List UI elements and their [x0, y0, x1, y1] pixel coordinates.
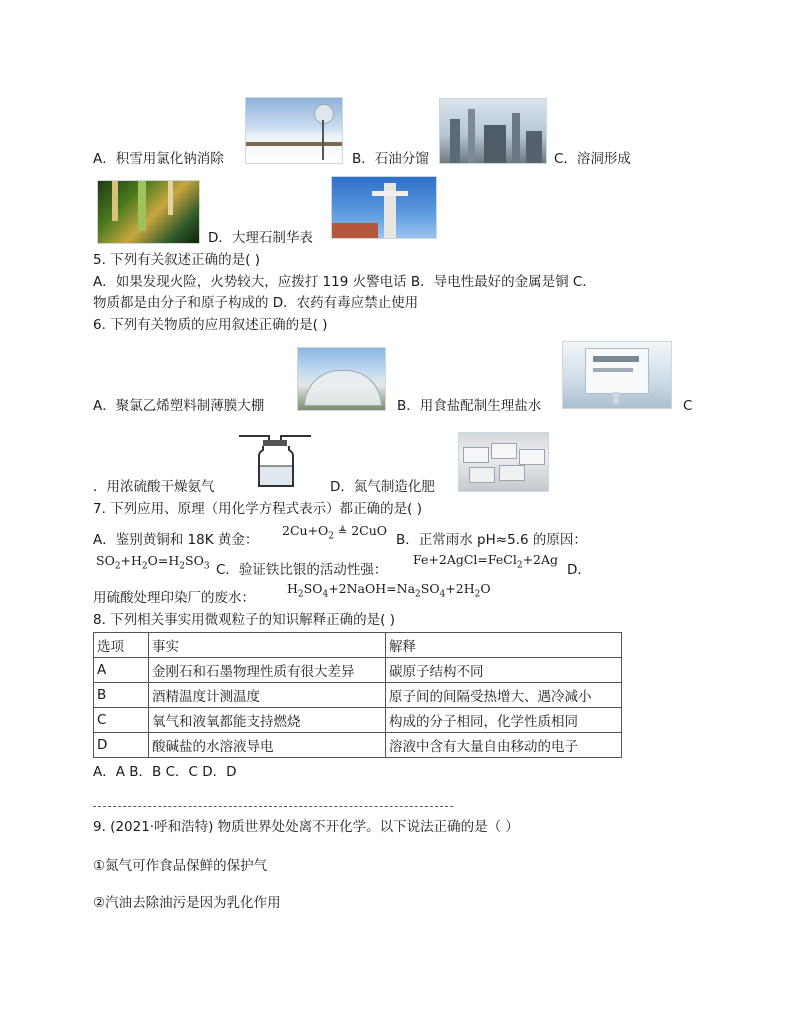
q8-table [93, 632, 622, 758]
q6-option-c-text: ．用浓硫酸干燥氨气 [93, 479, 215, 495]
table-row [94, 658, 622, 683]
table-row [94, 733, 622, 758]
q7-option-a-equation: $2Cu+O_2$ ≜ 2CuO [282, 523, 388, 542]
q5-options-line-2: 物质都是由分子和原子构成的 D．农药有毒应禁止使用 [93, 295, 419, 311]
table-header-cell: 事实 [149, 633, 386, 658]
greenhouse-photo [297, 347, 386, 411]
q7-option-b: B．正常雨水 pH≈5.6 的原因： [396, 532, 587, 548]
q6-option-b: B．用食盐配制生理盐水 [397, 398, 542, 414]
table-cell: B [94, 683, 149, 708]
table-cell: 金刚石和石墨物理性质有很大差异 [149, 658, 386, 683]
q6-option-a: A．聚氯乙烯塑料制薄膜大棚 [93, 398, 265, 414]
table-row [94, 708, 622, 733]
table-header-row [94, 633, 622, 658]
q9-item-2: ②汽油去除油污是因为乳化作用 [93, 895, 281, 911]
q5-stem: 5. 下列有关叙述正确的是( ) [93, 252, 260, 268]
q4-option-b: B．石油分馏 [352, 151, 429, 167]
q8-stem: 8. 下列相关事实用微观粒子的知识解释正确的是( ) [93, 612, 395, 628]
table-header-cell: 解释 [386, 633, 622, 658]
fertilizer-bags-photo [458, 432, 549, 492]
cave-formation-photo [97, 180, 200, 244]
table-cell: 氧气和液氧都能支持燃烧 [149, 708, 386, 733]
q7-stem: 7. 下列应用、原理（用化学方程式表示）都正确的是( ) [93, 501, 422, 517]
saline-bag-photo [562, 341, 672, 409]
q6-option-d: D．氮气制造化肥 [330, 479, 435, 495]
table-header-cell: 选项 [94, 633, 149, 658]
q7-option-d-letter: D． [567, 562, 591, 578]
q7-option-d-equation: $H_2SO_4+2NaOH=Na_2SO_4+2H_2O$ [287, 581, 491, 600]
table-cell: D [94, 733, 149, 758]
table-cell: A [94, 658, 149, 683]
table-cell: 碳原子结构不同 [386, 658, 622, 683]
table-cell: 酸碱盐的水溶液导电 [149, 733, 386, 758]
q6-option-c-letter: C [683, 398, 693, 414]
table-cell: 溶液中含有大量自由移动的电子 [386, 733, 622, 758]
q7-option-c-equation: Fe+2AgCl=FeCl$_2$+2Ag [413, 552, 559, 571]
table-cell: 原子间的间隔受热增大、遇冷减小 [386, 683, 622, 708]
q6-stem: 6. 下列有关物质的应用叙述正确的是( ) [93, 317, 328, 333]
q4-option-a: A．积雪用氯化钠消除 [93, 151, 224, 167]
table-row [94, 683, 622, 708]
table-cell: 酒精温度计测温度 [149, 683, 386, 708]
q7-option-c: C．验证铁比银的活动性强： [216, 562, 388, 578]
oil-refinery-photo [439, 98, 547, 164]
table-cell: 构成的分子相同，化学性质相同 [386, 708, 622, 733]
snow-road-photo [245, 97, 343, 164]
q7-option-b-equation: $SO_2+H_2O=H_2SO_3$ [96, 553, 210, 572]
q9-item-1: ①氮气可作食品保鲜的保护气 [93, 858, 268, 874]
section-divider [93, 806, 453, 807]
gas-washing-bottle-diagram [233, 426, 317, 490]
q4-option-c: C．溶洞形成 [554, 151, 631, 167]
table-cell: C [94, 708, 149, 733]
q9-stem: 9. (2021·呼和浩特) 物质世界处处离不开化学。以下说法正确的是（ ） [93, 819, 519, 835]
q7-option-a: A．鉴别黄铜和 18K 黄金： [93, 532, 259, 548]
marble-pillar-photo [331, 176, 437, 239]
q8-options: A．A B．B C．C D．D [93, 764, 237, 780]
q7-option-d: 用硫酸处理印染厂的废水： [93, 590, 255, 606]
q4-option-d: D．大理石制华表 [208, 230, 313, 246]
q5-options-line-1: A．如果发现火险，火势较大，应拨打 119 火警电话 B．导电性最好的金属是铜 C． [93, 274, 596, 290]
